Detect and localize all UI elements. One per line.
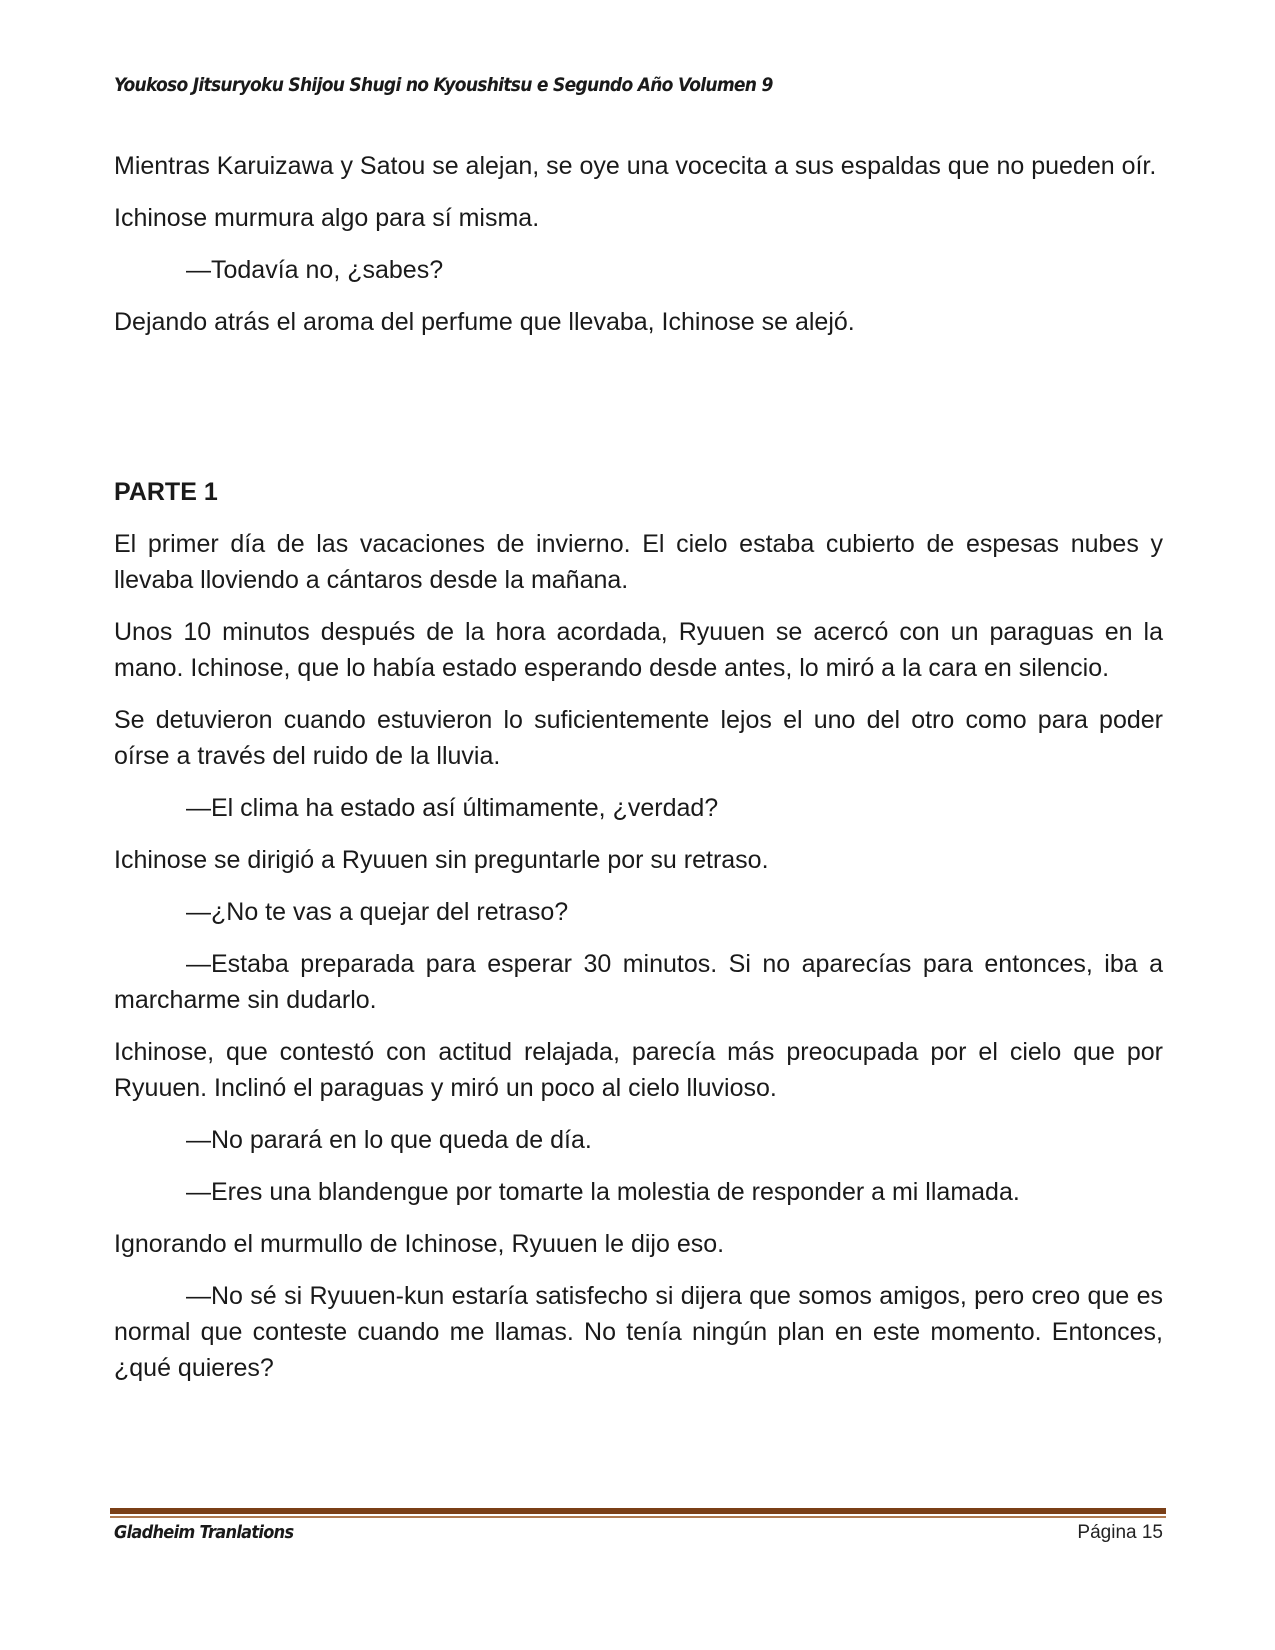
dialogue-paragraph: —Todavía no, ¿sabes? <box>186 256 444 284</box>
narrative-paragraph: Ichinose, que contestó con actitud relajada, parecía más preocupada por el cielo que por Ryuuen. Inclinó el paraguas y miró un poco al cielo lluvioso. <box>114 1038 1163 1102</box>
section-title: PARTE 1 <box>114 478 218 506</box>
section-paragraphs <box>114 526 1163 1386</box>
page-body <box>114 148 1163 1402</box>
narrative-paragraph: Se detuvieron cuando estuvieron lo suficientemente lejos el uno del otro como para poder oírse a través del ruido de la lluvia. <box>114 706 1163 770</box>
dialogue-paragraph: —Estaba preparada para esperar 30 minutos. Si no aparecías para entonces, iba a marcharme sin dudarlo. <box>114 950 1163 1014</box>
footer-rule-thin <box>110 1516 1166 1518</box>
running-header: Youkoso Jitsuryoku Shijou Shugi no Kyoushitsu e Segundo Año Volumen 9 <box>114 74 773 96</box>
intro-section <box>114 148 1163 340</box>
dialogue-paragraph: —El clima ha estado así últimamente, ¿verdad? <box>186 794 719 822</box>
narrative-paragraph: El primer día de las vacaciones de invierno. El cielo estaba cubierto de espesas nubes y llevaba lloviendo a cántaros desde la mañana. <box>114 530 1163 594</box>
dialogue-paragraph: —No parará en lo que queda de día. <box>186 1126 592 1154</box>
footer-rule <box>110 1508 1166 1514</box>
footer-publisher: Gladheim Tranlations <box>114 1522 294 1543</box>
dialogue-paragraph: —No sé si Ryuuen-kun estaría satisfecho si dijera que somos amigos, pero creo que es normal que conteste cuando me llamas. No tenía ningún plan en este momento. Entonces, ¿qué quieres? <box>114 1282 1163 1382</box>
narrative-paragraph: Ichinose se dirigió a Ryuuen sin preguntarle por su retraso. <box>114 846 769 874</box>
narrative-paragraph: Unos 10 minutos después de la hora acordada, Ryuuen se acercó con un paraguas en la mano. Ichinose, que lo había estado esperando desde antes, lo miró a la cara en silencio. <box>114 618 1163 682</box>
narrative-paragraph: Ignorando el murmullo de Ichinose, Ryuuen le dijo eso. <box>114 1230 725 1258</box>
narrative-paragraph: Ichinose murmura algo para sí misma. <box>114 204 540 232</box>
section-gap <box>114 356 1163 474</box>
page-number: Página 15 <box>1077 1522 1163 1543</box>
narrative-paragraph: Dejando atrás el aroma del perfume que llevaba, Ichinose se alejó. <box>114 308 855 336</box>
dialogue-paragraph: —Eres una blandengue por tomarte la molestia de responder a mi llamada. <box>186 1178 1020 1206</box>
dialogue-paragraph: —¿No te vas a quejar del retraso? <box>186 898 569 926</box>
narrative-paragraph: Mientras Karuizawa y Satou se alejan, se oye una vocecita a sus espaldas que no pueden oír. <box>114 152 1157 180</box>
